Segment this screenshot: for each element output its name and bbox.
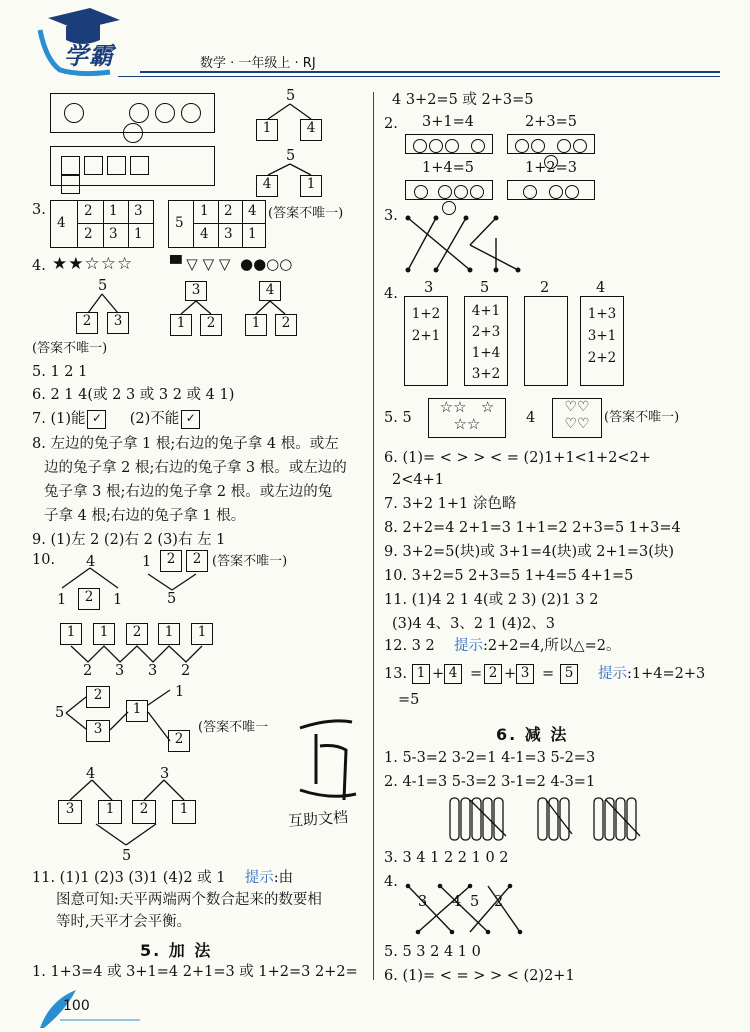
tree-top: 5 (98, 278, 108, 294)
tree-box: 1 (170, 314, 192, 336)
question-number: 13. (384, 666, 408, 682)
answer-q8-line: 8. 左边的兔子拿 1 根;右边的兔子拿 4 根。或左 (32, 436, 339, 452)
check-box-icon: ✓ (181, 410, 200, 429)
answer-q6: 6. 2 1 4(或 2 3 或 3 2 或 4 1) (32, 387, 235, 403)
answer-q11-line: 等时,天平才会平衡。 (56, 914, 192, 930)
equation-label: 2+3=5 (525, 114, 577, 130)
tree-num: 1 (142, 554, 152, 570)
question-number: 2. (384, 116, 398, 132)
sum-box: 1+3 3+1 2+2 (580, 296, 624, 386)
tree-num: 3 (148, 663, 158, 679)
question-number: 3. (32, 202, 46, 218)
tree-box: 2 (186, 550, 208, 572)
answer-r5: 5. 5 (384, 410, 412, 426)
equation-label: 1+2=3 (525, 160, 577, 176)
hint-text: :由 (273, 870, 294, 886)
tree-box: 3 (107, 312, 129, 334)
answer-q8-line: 子拿 4 根;右边的兔子拿 1 根。 (44, 508, 246, 524)
question-number: 10. (32, 552, 56, 568)
hint-label: 提示 (244, 870, 274, 886)
box-head: 4 (596, 280, 606, 296)
grid-cells: 1 2 4 4 3 1 (193, 201, 266, 247)
answer-note: (答案不唯一) (268, 206, 344, 221)
tree-box: 2 (126, 623, 148, 645)
answer-r13-cont: =5 (398, 692, 420, 708)
answer-r9: 9. 3+2=5(块)或 3+1=4(块)或 2+1=3(块) (384, 544, 675, 560)
answer-r12-text: 12. 3 2 (384, 638, 435, 654)
subtraction-q6: 6. (1)= < = > > < (2)2+1 (384, 968, 575, 984)
box-head: 3 (424, 280, 434, 296)
tree-box: 2 (168, 730, 190, 752)
answer-q9: 9. (1)左 2 (2)右 2 (3)右 左 1 (32, 532, 226, 548)
tree-box: 2 (132, 800, 156, 824)
tree-box: 3 (86, 720, 110, 742)
tree-box: 4 (256, 175, 278, 197)
number-box: 4 (444, 664, 462, 684)
sum-box: 4+1 2+3 1+4 3+2 (464, 296, 508, 386)
tree-box: 2 (160, 550, 182, 572)
answer-r6-cont: 2<4+1 (392, 472, 444, 488)
addition-q1: 1. 1+3=4 或 3+1=4 2+1=3 或 1+2=3 2+2= (32, 964, 358, 980)
tree-box: 1 (256, 119, 278, 141)
question-number: 4. (384, 874, 398, 890)
equation-label: 3+1=4 (422, 114, 474, 130)
tree-box: 4 (300, 119, 322, 141)
tree-num: 2 (181, 663, 191, 679)
tree-box: 3 (58, 800, 82, 824)
tree-box: 1 (300, 175, 322, 197)
tree-num: 3 (160, 766, 170, 782)
subtraction-q1: 1. 5-3=2 3-2=1 4-1=3 5-2=3 (384, 750, 596, 766)
tree-box: 1 (93, 623, 115, 645)
tree-box: 2 (76, 312, 98, 334)
number-box: 2 (484, 664, 502, 684)
number-box: 3 (516, 664, 534, 684)
hint-text: :1+4=2+3 (627, 666, 706, 682)
tree-box: 1 (245, 314, 267, 336)
page-number: 100 (63, 998, 90, 1014)
match-num: 2 (494, 894, 504, 910)
match-num: 5 (470, 894, 480, 910)
answer-r11-cont: (3)4 4、3、2 1 (4)2、3 (392, 616, 555, 632)
tree-num: 3 (115, 663, 125, 679)
tree-num: 5 (122, 848, 132, 864)
grid-total: 4 (57, 215, 66, 231)
tree-box: 2 (200, 314, 222, 336)
question-number: 4. (32, 258, 46, 274)
heart-box: ♡♡ ♡♡ (552, 398, 602, 438)
answer-q8-line: 边的兔子拿 2 根;右边的兔子拿 3 根。或左边的 (44, 460, 347, 476)
answer-q11-text: 11. (1)1 (2)3 (3)1 (4)2 或 1 (32, 870, 226, 886)
tree-num: 5 (55, 705, 65, 721)
equation-label: 1+4=5 (422, 160, 474, 176)
subtraction-q2: 2. 4-1=3 5-3=2 3-1=2 4-3=1 (384, 774, 596, 790)
number-box: 1 (412, 664, 430, 684)
tree-num: 5 (167, 591, 177, 607)
answer-note: (答案不唯一) (604, 410, 680, 425)
tree-box: 2 (275, 314, 297, 336)
box-head: 2 (540, 280, 550, 296)
tree-box: 2 (78, 588, 100, 610)
cup-row-icon: ▀ ▽ ▽ ▽ (170, 255, 231, 273)
answer-r5-b: 4 (526, 410, 536, 426)
answer-r10: 10. 3+2=5 2+3=5 1+4=5 4+1=5 (384, 568, 634, 584)
grid-total: 5 (175, 215, 184, 231)
question-number: 3. (384, 208, 398, 224)
star-row-icon: ★★☆☆☆ (52, 254, 134, 274)
tree-box: 1 (126, 700, 148, 722)
answer-note: (答案不唯一) (32, 341, 108, 356)
match-num: 3 (418, 894, 428, 910)
tree-num: 1 (57, 592, 67, 608)
tree-box: 1 (98, 800, 122, 824)
subtraction-q5: 5. 5 3 2 4 1 0 (384, 944, 481, 960)
tree-num: 4 (86, 766, 96, 782)
operator: = (470, 666, 483, 682)
tree-top: 5 (286, 88, 296, 104)
hint-label: 提示 (453, 638, 483, 654)
answer-q5: 5. 1 2 1 (32, 364, 88, 380)
tree-box: 3 (185, 281, 207, 301)
answer-q11-line: 图意可知:天平两端两个数合起来的数要相 (56, 892, 322, 908)
operator: + (504, 666, 517, 682)
hint-text: :2+2=4,所以△=2。 (482, 638, 621, 654)
tree-box: 1 (60, 623, 82, 645)
check-box-icon: ✓ (87, 410, 106, 429)
operator: + (432, 666, 445, 682)
answer-r11: 11. (1)4 2 1 4(或 2 3) (2)1 3 2 (384, 592, 599, 608)
number-box: 5 (560, 664, 578, 684)
star-box: ☆☆ ☆ ☆☆ (428, 398, 506, 438)
subtraction-q3: 3. 3 4 1 2 2 1 0 2 (384, 850, 509, 866)
logo-text: 学霸 (64, 42, 114, 70)
answer-q7-b: (2)不能 (129, 411, 180, 427)
answer-q8-line: 兔子拿 3 根;右边的兔子拿 2 根。或左边的兔 (44, 484, 333, 500)
answer-note: (答案不唯一) (212, 554, 288, 569)
operator: = (542, 666, 555, 682)
question-number: 4. (384, 286, 398, 302)
answer-r6: 6. (1)= < > > < = (2)1+1<1+2<2+ (384, 450, 651, 466)
tree-box: 4 (259, 281, 281, 301)
tree-num: 1 (113, 592, 123, 608)
tree-num: 2 (83, 663, 93, 679)
match-num: 4 (452, 894, 462, 910)
answer-q7-a: 7. (1)能 (32, 411, 86, 427)
watermark-text: 互助文档 (287, 807, 349, 831)
answer-note: (答案不唯一 (198, 720, 269, 735)
sum-box: 1+2 2+1 (404, 296, 448, 386)
tree-num: 4 (86, 554, 96, 570)
answer-r7: 7. 3+2 1+1 涂色略 (384, 496, 517, 512)
box-head: 5 (480, 280, 490, 296)
tree-box: 1 (191, 623, 213, 645)
right-q4-cont: 4 3+2=5 或 2+3=5 (392, 92, 534, 108)
apple-row-icon: ●●○○ (240, 255, 293, 273)
tree-num: 1 (175, 684, 185, 700)
tree-box: 1 (158, 623, 180, 645)
hint-label: 提示 (598, 666, 627, 682)
answer-r8: 8. 2+2=4 2+1=3 1+1=2 2+3=5 1+3=4 (384, 520, 681, 536)
tree-box: 1 (172, 800, 196, 824)
tree-box: 2 (86, 686, 110, 708)
section-title-subtraction: 6. 减 法 (496, 725, 569, 744)
section-title-addition: 5. 加 法 (140, 941, 213, 960)
book-subject: 数学 · 一年级上 · RJ (200, 56, 316, 71)
grid-cells: 2 1 3 2 3 1 (77, 201, 154, 247)
tree-top: 5 (286, 148, 296, 164)
